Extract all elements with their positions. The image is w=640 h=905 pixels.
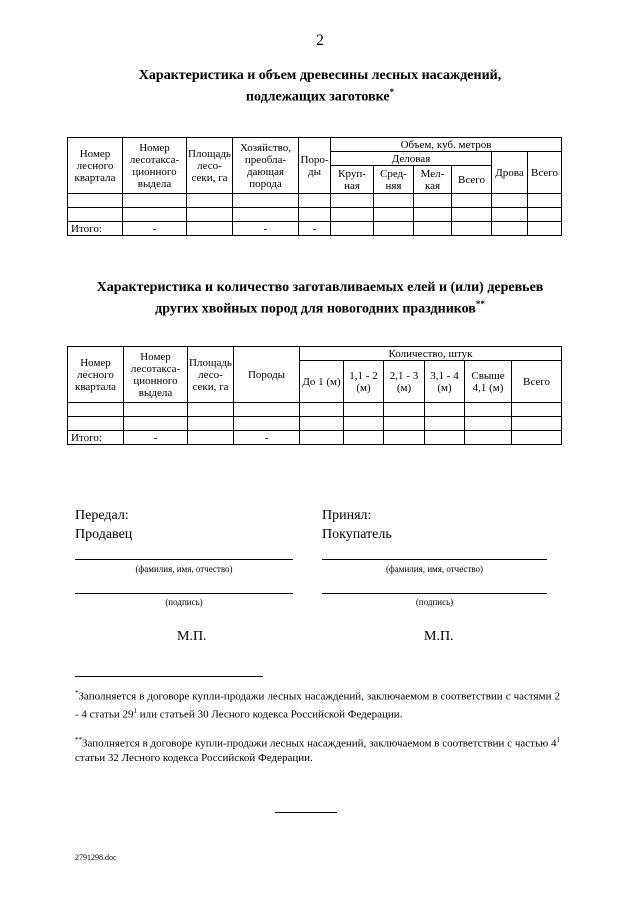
table-row [68, 403, 562, 417]
section2-title-mark: ** [475, 299, 485, 309]
section2-title-line2: других хвойных пород для новогодних праздников** [155, 299, 485, 317]
seller-name-caption: (фамилия, имя, отчество) [135, 564, 233, 574]
buyer-name-line [322, 559, 547, 560]
total-species: - [234, 431, 300, 445]
col-h2-header: 1,1 - 2 (м) [344, 361, 384, 403]
footnote-1-sup: 1 [133, 706, 138, 715]
footnote-2-mark: ** [75, 736, 82, 744]
footnote-2-sup: 1 [556, 736, 560, 744]
total-row [68, 431, 562, 445]
buyer-signature-line [322, 593, 547, 594]
col-firewood-header: Дрова [492, 152, 528, 194]
buyer-stamp-place: М.П. [424, 629, 454, 644]
section2-title-line1: Характеристика и количество заготавливаемых елей и (или) деревьев [96, 280, 544, 295]
col-volume-header: Объем, куб. метров [331, 138, 562, 152]
seller-stamp-place: М.П. [177, 629, 207, 644]
col-species-header: Поро-ды [299, 138, 331, 194]
table-row [68, 417, 562, 431]
buyer-label: Покупатель [322, 527, 392, 542]
footnote-2: **Заполняется в договоре купли-продажи лесных насаждений, заключаемом в соответствии с частью $4^1$ статьи 32 Лесного кодекса Российской Федерации. [75, 736, 560, 764]
col-business-total-header: Всего [452, 166, 492, 194]
total-plot: - [123, 222, 187, 236]
page-number: 2 [316, 32, 324, 49]
col-total-header: Всего [528, 152, 562, 194]
document-filename: 2791298.doc [75, 853, 117, 862]
col-species-header: Породы [234, 347, 300, 403]
christmas-trees-table [67, 346, 562, 445]
section2-title [60, 279, 580, 318]
col-quarter-header: Номер лесного квартала [68, 138, 123, 194]
col-plot-header: Номер лесотакса-ционного выдела [124, 347, 188, 403]
total-plot: - [124, 431, 188, 445]
section1-title-line2: подлежащих заготовке* [245, 87, 395, 105]
footnote-1-mark: * [75, 689, 79, 697]
seller-label: Продавец [75, 527, 133, 542]
col-quarter-header: Номер лесного квартала [68, 347, 124, 403]
footnote-separator [75, 676, 263, 677]
total-label: Итого: [68, 431, 124, 445]
timber-volume-table [67, 137, 562, 236]
col-total-header: Всего [512, 361, 562, 403]
seller-name-line [75, 559, 293, 560]
col-medium-header: Сред-няя [374, 166, 414, 194]
seller-signature-caption: (подпись) [165, 597, 203, 607]
col-farm-header: Хозяйство, преобла-дающая порода [233, 138, 299, 194]
col-h4-header: 3,1 - 4 (м) [425, 361, 465, 403]
total-label: Итого: [68, 222, 123, 236]
col-area-header: Площадь лесо-секи, га [187, 138, 233, 194]
col-h3-header: 2,1 - 3 (м) [384, 361, 425, 403]
total-row [68, 222, 562, 236]
col-plot-header: Номер лесотакса-ционного выдела [123, 138, 187, 194]
seller-signature-line [75, 593, 293, 594]
total-farm: - [233, 222, 299, 236]
table-row [68, 194, 562, 208]
col-count-header: Количество, штук [300, 347, 562, 361]
col-large-header: Круп-ная [331, 166, 374, 194]
col-business-header: Деловая [331, 152, 492, 166]
section1-title-line1: Характеристика и объем древесины лесных насаждений, [138, 68, 502, 83]
col-small-header: Мел-кая [414, 166, 452, 194]
section1-title [60, 67, 580, 106]
buyer-name-caption: (фамилия, имя, отчество) [385, 564, 484, 574]
handed-over-label: Передал: [75, 508, 129, 523]
col-area-header: Площадь лесо-секи, га [188, 347, 234, 403]
col-h1-header: До 1 (м) [300, 361, 344, 403]
col-h5-header: Свыше 4,1 (м) [465, 361, 512, 403]
section1-title-mark: * [389, 87, 395, 97]
footnote-1: *Заполняется в договоре купли-продажи лесных насаждений, заключаемом в соответствии с частями 2 - 4 статьи $29^1$ или статьей 30 Лесного кодекса Российской Федерации. [75, 689, 560, 721]
buyer-signature-caption: (подпись) [415, 597, 454, 607]
received-label: Принял: [322, 508, 372, 523]
total-species: - [299, 222, 331, 236]
end-line [275, 812, 337, 813]
table-row [68, 208, 562, 222]
